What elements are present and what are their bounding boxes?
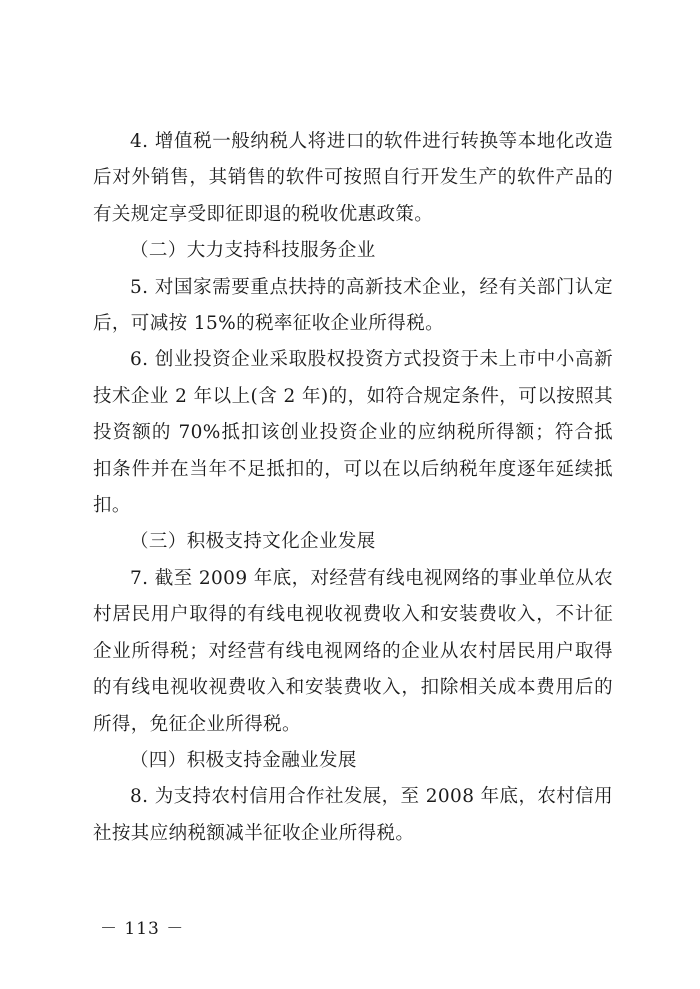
paragraph-8: 8. 为支持农村信用合作社发展，至 2008 年底，农村信用社按其应纳税额减半征收企业所得税。 [93,786,613,844]
paragraph-6: 6. 创业投资企业采取股权投资方式投资于未上市中小高新技术企业 2 年以上(含 2 年)的，如符合规定条件，可以按照其投资额的 70%抵扣该创业投资企业的应纳税所得额；符合抵扣条件并在当年不足抵扣的，可以在以后纳税年度逐年延续抵扣。 [93,349,613,517]
paragraph-5: 5. 对国家需要重点扶持的高新技术企业，经有关部门认定后，可减按 15%的税率征收企业所得税。 [93,276,613,335]
section-heading-4: （四）积极支持金融业发展 [130,749,357,771]
section-heading-2: （二）大力支持科技服务企业 [130,240,376,262]
section-heading-3: （三）积极支持文化企业发展 [130,531,376,553]
document-body [93,124,613,852]
page-number: － 113 － [100,919,185,939]
paragraph-4: 4. 增值税一般纳税人将进口的软件进行转换等本地化改造后对外销售，其销售的软件可按照自行开发生产的软件产品的有关规定享受即征即退的税收优惠政策。 [93,131,613,225]
paragraph-7: 7. 截至 2009 年底，对经营有线电视网络的事业单位从农村居民用户取得的有线电视收视费收入和安装费收入，不计征企业所得税；对经营有线电视网络的企业从农村居民用户取得的有线电视收视费收入和安装费收入，扣除相关成本费用后的所得，免征企业所得税。 [93,567,613,735]
